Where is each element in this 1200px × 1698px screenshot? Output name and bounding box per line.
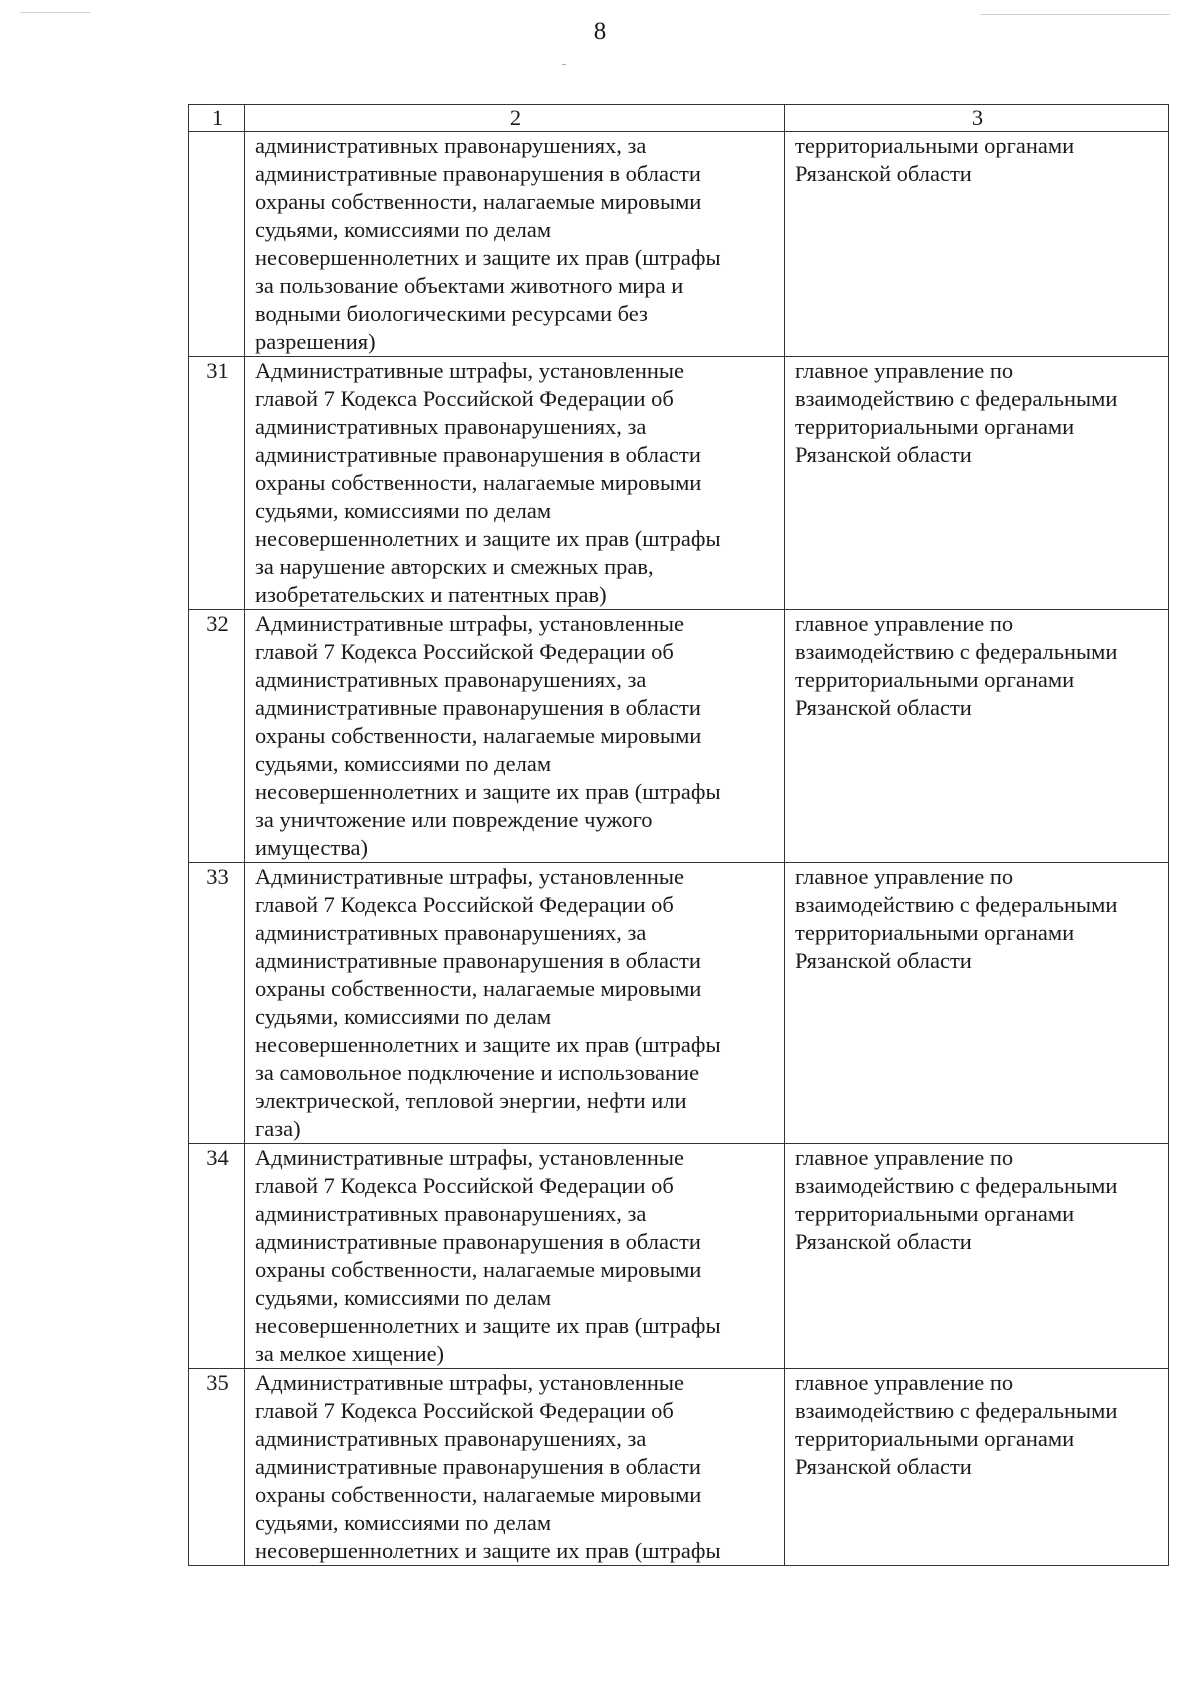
row-authority	[785, 863, 1169, 1144]
row-description	[245, 1144, 785, 1369]
authority-text: главное управление по взаимодействию с федеральными территориальными органами Рязанской области	[795, 864, 1118, 973]
description-text: Административные штрафы, установленные главой 7 Кодекса Российской Федерации об административных правонарушениях, за административные правонарушения в области охраны собственности, налагаемые мировыми судьями, комиссиями по делам несовершеннолетних и защите их прав (штрафы за мелкое хищение)	[255, 1145, 721, 1366]
row-description	[245, 132, 785, 357]
row-authority	[785, 1369, 1169, 1566]
scan-mark-top-left	[20, 12, 90, 13]
column-header-2: 2	[245, 105, 785, 132]
scan-mark-top-right	[980, 14, 1170, 15]
authority-text: главное управление по взаимодействию с федеральными территориальными органами Рязанской области	[795, 1370, 1118, 1479]
description-text: административных правонарушениях, за административные правонарушения в области охраны собственности, налагаемые мировыми судьями, комиссиями по делам несовершеннолетних и защите их прав (штрафы за пользование объектами животного мира и водными биологическими ресурсами без разрешения)	[255, 133, 721, 354]
row-number: 35	[189, 1369, 245, 1566]
row-description	[245, 863, 785, 1144]
column-header-3: 3	[785, 105, 1169, 132]
row-authority	[785, 610, 1169, 863]
page-number: 8	[593, 18, 607, 45]
description-text: Административные штрафы, установленные главой 7 Кодекса Российской Федерации об административных правонарушениях, за административные правонарушения в области охраны собственности, налагаемые мировыми судьями, комиссиями по делам несовершеннолетних и защите их прав (штрафы	[255, 1370, 721, 1563]
authority-text: территориальными органами Рязанской области	[795, 133, 1075, 186]
description-text: Административные штрафы, установленные главой 7 Кодекса Российской Федерации об административных правонарушениях, за административные правонарушения в области охраны собственности, налагаемые мировыми судьями, комиссиями по делам несовершеннолетних и защите их прав (штрафы за нарушение авторских и смежных прав, изобретательских и патентных прав)	[255, 358, 721, 607]
row-number: 32	[189, 610, 245, 863]
scan-mark-dot	[562, 64, 566, 65]
table-row	[189, 357, 1169, 610]
row-number	[189, 132, 245, 357]
column-header-1: 1	[189, 105, 245, 132]
fines-table	[188, 104, 1169, 1566]
row-description	[245, 357, 785, 610]
authority-text: главное управление по взаимодействию с федеральными территориальными органами Рязанской области	[795, 611, 1118, 720]
authority-text: главное управление по взаимодействию с федеральными территориальными органами Рязанской области	[795, 1145, 1118, 1254]
row-number: 31	[189, 357, 245, 610]
description-text: Административные штрафы, установленные главой 7 Кодекса Российской Федерации об административных правонарушениях, за административные правонарушения в области охраны собственности, налагаемые мировыми судьями, комиссиями по делам несовершеннолетних и защите их прав (штрафы за самовольное подключение и использование электрической, тепловой энергии, нефти или газа)	[255, 864, 721, 1141]
row-authority	[785, 1144, 1169, 1369]
table-row	[189, 610, 1169, 863]
row-authority	[785, 132, 1169, 357]
row-description	[245, 1369, 785, 1566]
description-text: Административные штрафы, установленные главой 7 Кодекса Российской Федерации об административных правонарушениях, за административные правонарушения в области охраны собственности, налагаемые мировыми судьями, комиссиями по делам несовершеннолетних и защите их прав (штрафы за уничтожение или повреждение чужого имущества)	[255, 611, 721, 860]
table-row	[189, 132, 1169, 357]
authority-text: главное управление по взаимодействию с федеральными территориальными органами Рязанской области	[795, 358, 1118, 467]
table-row	[189, 1144, 1169, 1369]
table-header-row	[189, 105, 1169, 132]
table-row	[189, 1369, 1169, 1566]
row-authority	[785, 357, 1169, 610]
row-description	[245, 610, 785, 863]
row-number: 34	[189, 1144, 245, 1369]
table-row	[189, 863, 1169, 1144]
row-number: 33	[189, 863, 245, 1144]
